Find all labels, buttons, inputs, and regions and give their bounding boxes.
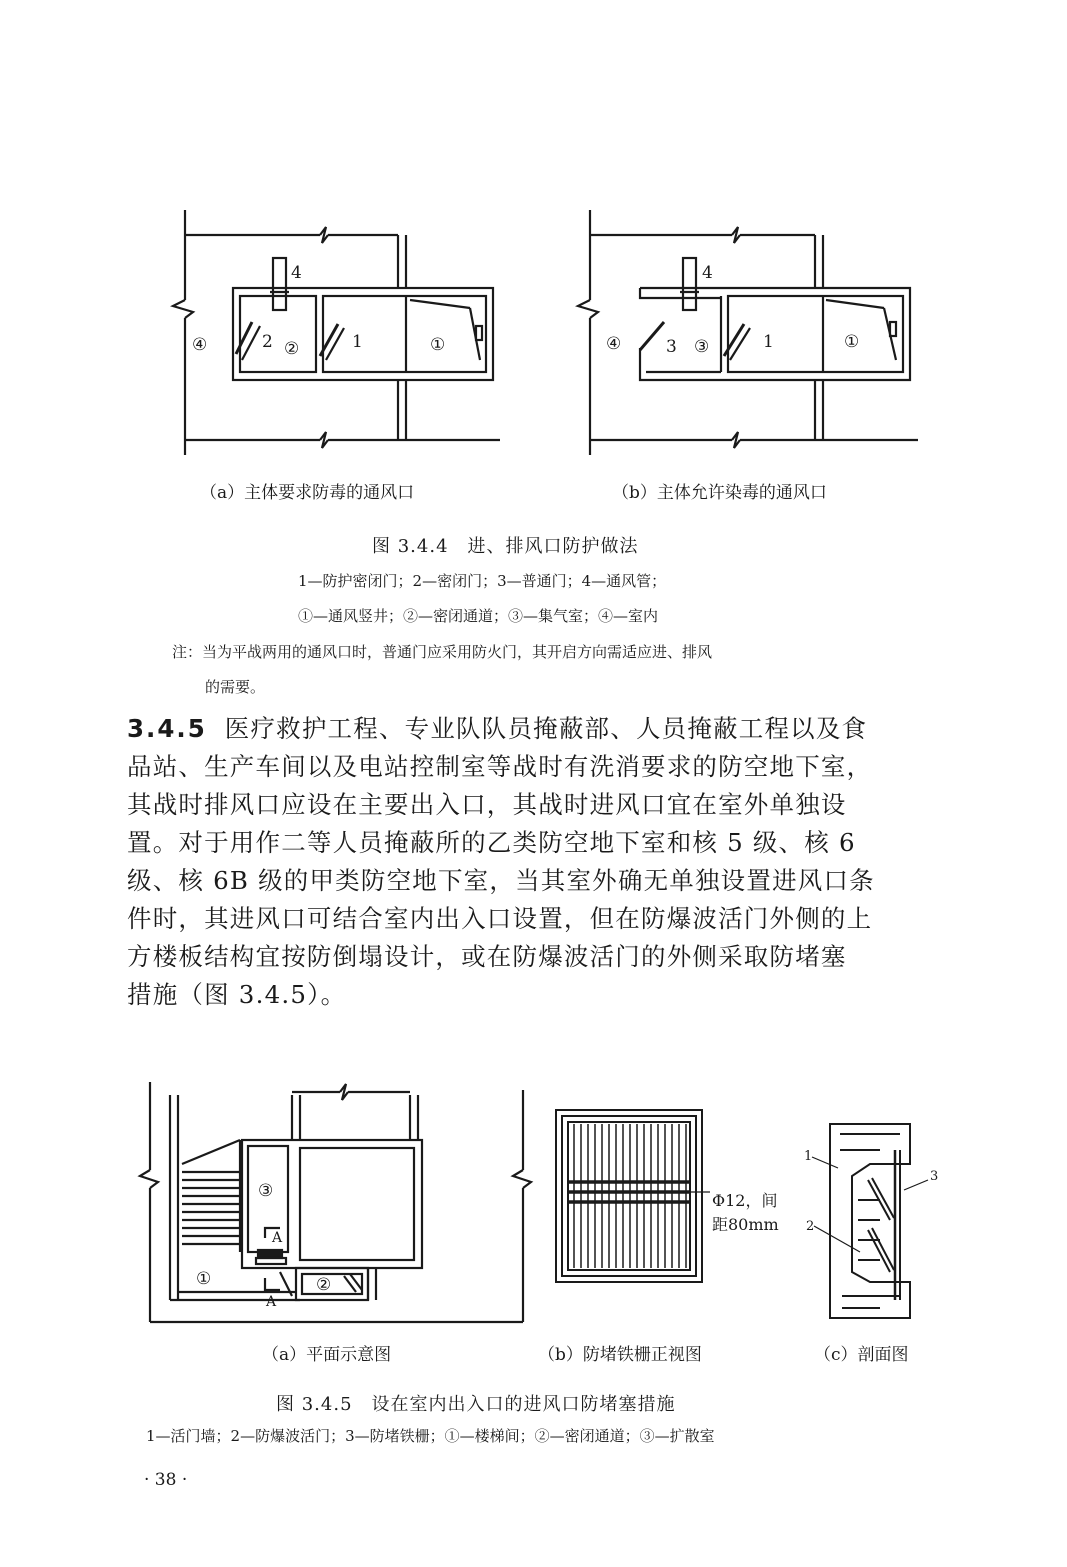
- figure-344-title: 图 3.4.4 进、排风口防护做法: [372, 536, 639, 557]
- figure-345-legend: 1—活门墙；2—防爆波活门；3—防堵铁栅；①—楼梯间；②—密闭通道；③—扩散室: [146, 1427, 715, 1445]
- section-345-line-5: 级、核 6B 级的甲类防空地下室，当其室外确无单独设置进风口条: [127, 866, 875, 895]
- figure-344-note-line-2: 的需要。: [205, 678, 266, 696]
- label-room-3-b: ③: [694, 337, 710, 357]
- section-345-line-7: 方楼板结构宜按防倒塌设计，或在防爆波活门的外侧采取防堵塞: [127, 942, 847, 971]
- section-345-line-6: 件时，其进风口可结合室内出入口设置，但在防爆波活门外侧的上: [127, 904, 873, 933]
- label-room-3: ③: [258, 1181, 274, 1201]
- label-door-3-b: 3: [666, 337, 677, 357]
- label-wall-1: 1: [804, 1149, 813, 1164]
- section-345-line-8: 措施（图 3.4.5）。: [127, 980, 347, 1009]
- figure-344-legend-1: 1—防护密闭门；2—密闭门；3—普通门；4—通风管；: [298, 572, 667, 590]
- figure-344-b-caption: （b）主体允许染毒的通风口: [612, 483, 827, 503]
- figure-345-a-caption: （a）平面示意图: [262, 1345, 392, 1365]
- label-door-2-a: 2: [262, 332, 273, 352]
- label-door-1-b: 1: [763, 332, 774, 352]
- grille-annotation-2: 距80mm: [712, 1215, 779, 1234]
- label-shaft-b: ①: [844, 332, 860, 352]
- label-valve-2: 2: [806, 1219, 815, 1234]
- figure-344-a-caption: （a）主体要求防毒的通风口: [200, 483, 415, 503]
- page-number: · 38 ·: [144, 1470, 188, 1490]
- label-grille-3: 3: [930, 1169, 939, 1184]
- section-345-line-1: 3.4.5 医疗救护工程、专业队队员掩蔽部、人员掩蔽工程以及食: [127, 714, 868, 743]
- label-indoor-a: ④: [192, 335, 208, 355]
- label-duct-4-a: 4: [291, 263, 302, 283]
- figure-345-b-caption: （b）防堵铁栅正视图: [538, 1345, 702, 1365]
- label-section-a-bottom: A: [266, 1294, 277, 1310]
- label-door-1-a: 1: [352, 332, 363, 352]
- label-duct-4-b: 4: [702, 263, 713, 283]
- label-stair-1: ①: [196, 1269, 212, 1289]
- figure-344-note-line-1: 注：当为平战两用的通风口时，普通门应采用防火门，其开启方向需适应进、排风: [172, 643, 713, 661]
- label-section-a-top: A: [272, 1230, 283, 1246]
- section-345-line-2: 品站、生产车间以及电站控制室等战时有洗消要求的防空地下室，: [127, 752, 873, 781]
- figure-345-title: 图 3.4.5 设在室内出入口的进风口防堵塞措施: [276, 1394, 676, 1415]
- figure-344-legend-2: ①—通风竖井；②—密闭通道；③—集气室；④—室内: [298, 607, 659, 625]
- section-345-line-3: 其战时排风口应设在主要出入口，其战时进风口宜在室外单独设: [127, 790, 847, 819]
- grille-annotation-1: Φ12，间: [712, 1191, 778, 1210]
- section-number: 3.4.5: [127, 714, 207, 743]
- label-shaft-a: ①: [430, 335, 446, 355]
- figure-345-c-caption: （c）剖面图: [814, 1345, 909, 1365]
- section-345-line-4: 置。对于用作二等人员掩蔽所的乙类防空地下室和核 5 级、核 6: [127, 828, 856, 857]
- label-passage-a: ②: [284, 339, 300, 359]
- label-passage-2: ②: [316, 1275, 332, 1295]
- label-indoor-b: ④: [606, 334, 622, 354]
